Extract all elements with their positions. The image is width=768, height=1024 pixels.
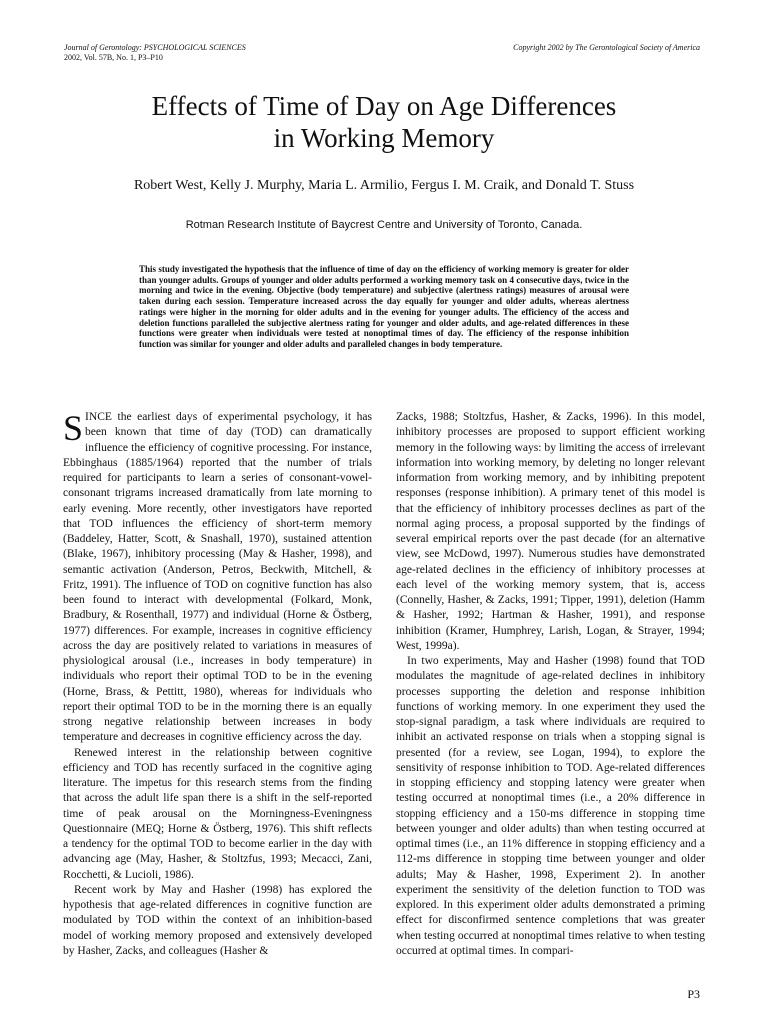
body-column-left [63, 410, 372, 959]
article-title [0, 90, 768, 154]
journal-volume: 2002, Vol. 57B, No. 1, P3–P10 [64, 53, 163, 62]
body-paragraph: Zacks, 1988; Stoltzfus, Hasher, & Zacks, 1996). In this model, inhibitory processes are proposed to support efficient working memory in the following ways: by limiting the access of irrelevant information into working memory, by deleting no longer relevant information from working memory, and by inhibiting prepotent responses (response inhibition). A primary tenet of this model is that the efficiency of inhibitory processes declines as part of the normal aging process, a proposal supported by the findings of several empirical reports over the past decade (for an alternative view, see McDowd, 1997). Numerous studies have demonstrated age-related declines in the efficiency of inhibitory processes at each level of the working memory system, that is, access (Connelly, Hasher, & Zacks, 1991; Tipper, 1991), deletion (Hamm & Hasher, 1992; Hartman & Hasher, 1991), and response inhibition (Kramer, Humphrey, Larish, Logan, & Strayer, 1994; West, 1999a). [396, 411, 705, 652]
page-number: P3 [687, 987, 700, 1001]
journal-header [64, 43, 246, 63]
affiliation: Rotman Research Institute of Baycrest Centre and University of Toronto, Canada. [185, 219, 583, 231]
paragraph-text: INCE the earliest days of experimental psychology, it has been known that time of day (TOD) can dramatically influence the efficiency of cognitive processing. For instance, Ebbinghaus (1885/1964) reported that the number of trials required for participants to learn a series of consonant-vowel-consonant trigrams increased dramatically from late morning to early evening. More recently, other investigators have reported that TOD influences the efficiency of short-term memory (Baddeley, Hatter, Scott, & Snashall, 1970), sustained attention (Blake, 1967), inhibitory processing (May & Hasher, 1998), and semantic activation (Anderson, Petros, Beckwith, Mitchell, & Fritz, 1991). The influence of TOD on cognitive function has also been found to interact with developmental (Folkard, Monk, Bradbury, & Rosenthall, 1977) and individual (Horne & Östberg, 1977) differences. For example, increases in cognitive efficiency across the day are positively related to variations in measures of physiological arousal (i.e., increases in body temperature) in individuals who report their optimal TOD to be in the evening (Horne, Brass, & Pettitt, 1980), whereas for individuals who report their optimal TOD to be in the morning there is an equally strong negative relationship between increases in body temperature and decreases in cognitive efficiency across the day. [63, 411, 372, 744]
copyright-notice: Copyright 2002 by The Gerontological Society of America [513, 43, 700, 52]
title-line-1: Effects of Time of Day on Age Differences [151, 91, 617, 121]
body-paragraph: Renewed interest in the relationship between cognitive efficiency and TOD has recently surfaced in the cognitive aging literature. The impetus for this research stems from the finding that across the adult life span there is a shift in the self-reported time of peak arousal on the Morningness-Eveningness Questionnaire (MEQ; Horne & Östberg, 1976). This shift reflects a tendency for the optimal TOD to become earlier in the day with advancing age (May, Hasher, & Stoltzfus, 1993; Mecacci, Zani, Rocchetti, & Lucioli, 1986). [63, 746, 372, 881]
abstract: This study investigated the hypothesis that the influence of time of day on the efficiency of working memory is greater for older than younger adults. Groups of younger and older adults performed a working memory task on 4 consecutive days, twice in the morning and twice in the evening. Objective (body temperature) and subjective (alertness ratings) measures of arousal were taken during each session. Temperature increased across the day equally for younger and older adults, whereas alertness ratings were higher in the morning for older adults and in the evening for younger adults. The efficiency of the access and deletion functions paralleled the subjective alertness rating for younger and older adults, and age-related differences in these functions were greater when individuals were tested at nonoptimal times of day. The efficiency of the response inhibition function was similar for younger and older adults and paralleled changes in body temperature. [139, 264, 629, 349]
drop-cap: S [63, 408, 84, 448]
body-paragraph [63, 410, 372, 746]
body-paragraph: In two experiments, May and Hasher (1998) found that TOD modulates the magnitude of age-related declines in inhibitory processes supporting the deletion and response inhibition functions of working memory. In one experiment they used the stop-signal paradigm, a task where individuals are required to inhibit an activated response on trials when a stopping signal is presented (for a review, see Logan, 1994), to explore the sensitivity of response inhibition to TOD. Age-related differences in stopping efficiency and stopping latency were greater when testing occurred at nonoptimal times (i.e., a 20% difference in stopping efficiency and a 150-ms difference in stopping time between younger and older adults) than when testing occurred at optimal times (i.e., an 11% difference in stopping efficiency and a 112-ms difference in stopping time between younger and older adults; May & Hasher, 1998, Experiment 2). In another experiment the sensitivity of the deletion function to TOD was explored. In this experiment older adults demonstrated a priming effect for disconfirmed sentence completions that was greater when testing occurred at nonoptimal times relative to when testing occurred at optimal times. In compari- [396, 655, 705, 957]
body-column-right [396, 410, 705, 959]
body-paragraph: Recent work by May and Hasher (1998) has explored the hypothesis that age-related differences in cognitive function are modulated by TOD within the context of an inhibition-based model of working memory proposed and extensively developed by Hasher, Zacks, and colleagues (Hasher & [63, 883, 372, 957]
author-list: Robert West, Kelly J. Murphy, Maria L. Armilio, Fergus I. M. Craik, and Donald T. Stuss [133, 178, 635, 193]
title-line-2: in Working Memory [273, 123, 495, 153]
journal-name: Journal of Gerontology: PSYCHOLOGICAL SCIENCES [64, 43, 246, 52]
